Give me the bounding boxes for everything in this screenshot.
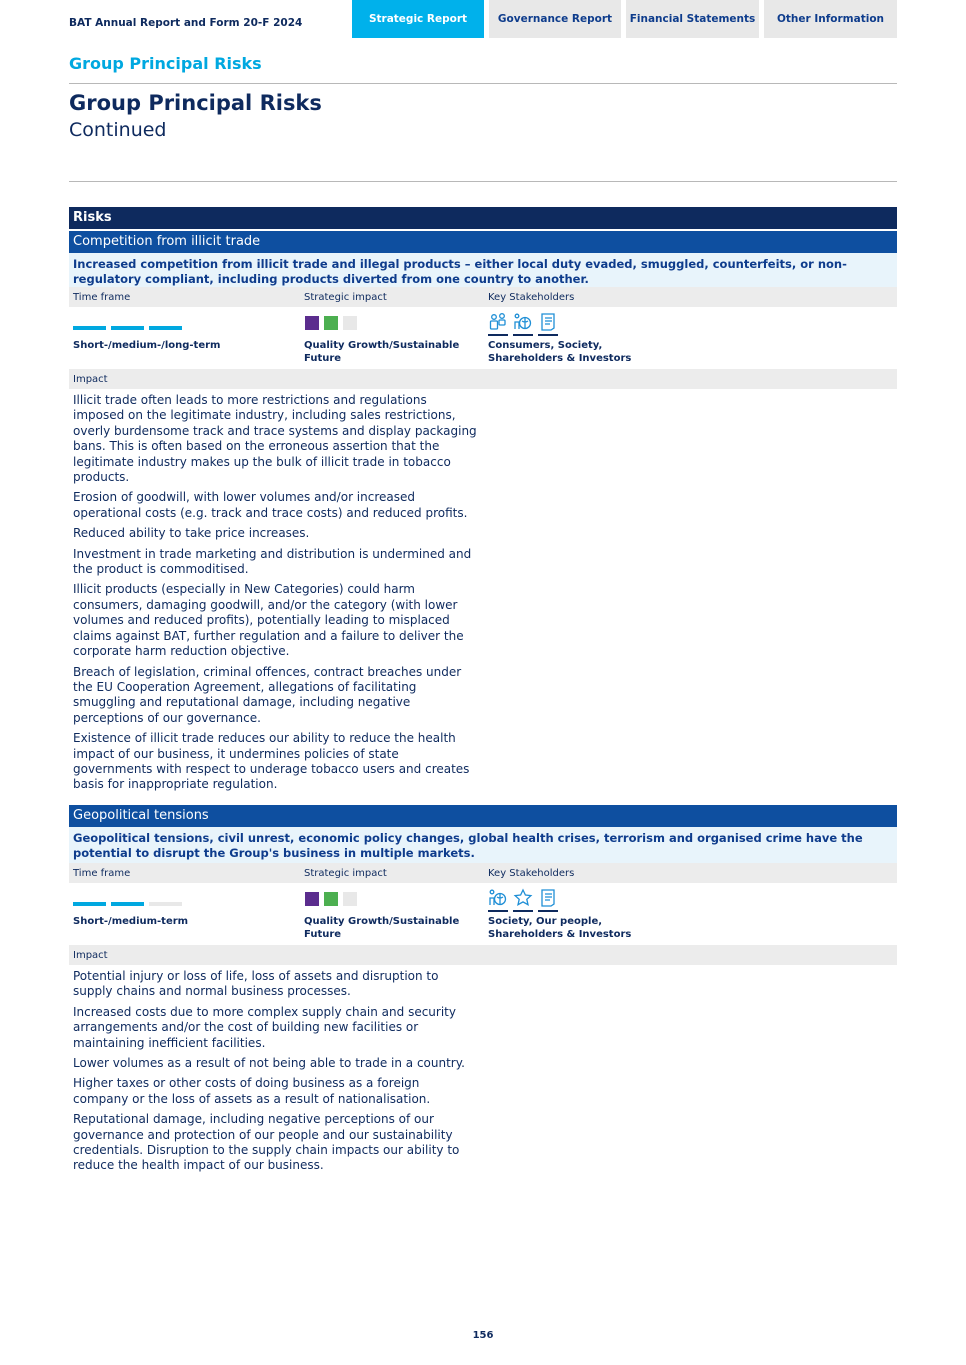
page-subtitle: Continued xyxy=(69,119,167,141)
shareholders-icon xyxy=(538,312,558,336)
impact-paragraph: Increased costs due to more complex supply chain and security arrangements and/or the cost of building new facilities or maintaining inefficient facilities. xyxy=(73,1004,456,1050)
time-frame-bar xyxy=(149,902,182,906)
risk-meta-labels xyxy=(69,863,897,883)
impact-list xyxy=(69,965,481,1174)
time-frame-label: Time frame xyxy=(73,868,131,879)
time-frame-value: Short-/medium-/long-term xyxy=(73,340,221,351)
impact-paragraph: Lower volumes as a result of not being able to trade in a country. xyxy=(73,1056,465,1071)
time-frame-bar xyxy=(111,902,144,906)
society-icon xyxy=(513,312,533,336)
risk-meta-labels xyxy=(69,287,897,307)
stakeholders-line: Shareholders & Investors xyxy=(488,929,632,940)
risk-block-geopolitical-tensions xyxy=(69,805,897,1179)
our-people-icon xyxy=(513,888,533,912)
time-frame-bar xyxy=(111,326,144,330)
risk-title: Geopolitical tensions xyxy=(69,805,897,827)
time-frame-value: Short-/medium-term xyxy=(73,916,189,927)
strategic-square xyxy=(305,316,319,330)
risk-meta xyxy=(69,883,897,945)
shareholders-icon xyxy=(538,888,558,912)
impact-list xyxy=(69,389,481,793)
impact-label: Impact xyxy=(73,374,108,385)
key-stakeholders-value xyxy=(488,915,631,941)
risk-description: Increased competition from illicit trade and illegal products – either local duty evaded, smuggled, counterfeits, or non-regulatory compliant, including products diverted from one country to another. xyxy=(69,253,897,287)
impact-paragraph: Potential injury or loss of life, loss of assets and disruption to supply chains and normal business processes. xyxy=(73,969,439,999)
impact-paragraph: Illicit trade often leads to more restrictions and regulations imposed on the legitimate industry, including sales restrictions, overly burdensome track and trace systems and display packaging bans. This is often based on the erroneous assertion that the legitimate industry makes up the bulk of illicit trade in tobacco products. xyxy=(73,393,477,485)
page-title: Group Principal Risks xyxy=(69,91,322,115)
strategic-square xyxy=(324,892,338,906)
impact-paragraph: Existence of illicit trade reduces our ability to reduce the health impact of our business, it undermines policies of state governments with respect to underage tobacco users and creates basis for inappropriate regulation. xyxy=(73,731,470,792)
strategic-impact-line: Future xyxy=(304,353,342,364)
impact-paragraph: Illicit products (especially in New Categories) could harm consumers, damaging goodwill, and/or the category (with lower volumes and reduced profits), potentially leading to misplaced claims against BAT, further regulation and a failure to deliver the corporate harm reduction objective. xyxy=(73,582,464,659)
strategic-impact-line: Quality Growth/Sustainable xyxy=(304,340,460,351)
strategic-impact-value xyxy=(304,915,459,941)
strategic-impact-line: Future xyxy=(304,929,342,940)
consumers-icon xyxy=(488,312,508,336)
risk-description: Geopolitical tensions, civil unrest, economic policy changes, global health crises, terrorism and organised crime have the potential to disrupt the Group's business in multiple markets. xyxy=(69,827,897,863)
risk-block-illicit-trade xyxy=(69,231,897,798)
stakeholders-line: Society, Our people, xyxy=(488,916,603,927)
time-frame-bar xyxy=(73,326,106,330)
impact-paragraph: Higher taxes or other costs of doing business as a foreign company or the loss of assets as a result of nationalisation. xyxy=(73,1076,431,1106)
impact-label-row xyxy=(69,369,897,389)
impact-paragraph: Reputational damage, including negative perceptions of our governance and protection of our people and our sustainability credentials. Disruption to the supply chain impacts our ability to reduce the health impact of our business. xyxy=(73,1112,460,1173)
stakeholders-line: Consumers, Society, xyxy=(488,340,603,351)
strategic-square xyxy=(343,892,357,906)
key-stakeholders-value xyxy=(488,339,631,365)
impact-paragraph: Breach of legislation, criminal offences, contract breaches under the EU Cooperation Agreement, allegations of facilitating smuggling and reputational damage, including negative perceptions of our governance. xyxy=(73,664,462,725)
tab-financial-statements[interactable]: Financial Statements xyxy=(626,0,759,38)
impact-paragraph: Erosion of goodwill, with lower volumes and/or increased operational costs (e.g. track and trace costs) and reduced profits. xyxy=(73,490,468,520)
risk-meta xyxy=(69,307,897,369)
tab-other-information[interactable]: Other Information xyxy=(764,0,897,38)
document-title: BAT Annual Report and Form 20-F 2024 xyxy=(69,17,303,29)
time-frame-label: Time frame xyxy=(73,292,131,303)
stakeholders-line: Shareholders & Investors xyxy=(488,353,632,364)
strategic-impact-line: Quality Growth/Sustainable xyxy=(304,916,460,927)
key-stakeholders-label: Key Stakeholders xyxy=(488,292,575,303)
risk-title: Competition from illicit trade xyxy=(69,231,897,253)
time-frame-bar xyxy=(149,326,182,330)
impact-label: Impact xyxy=(73,950,108,961)
strategic-impact-value xyxy=(304,339,459,365)
risks-table-header: Risks xyxy=(69,207,897,229)
impact-label-row xyxy=(69,945,897,965)
divider xyxy=(69,181,897,182)
time-frame-bar xyxy=(73,902,106,906)
strategic-square xyxy=(305,892,319,906)
key-stakeholders-label: Key Stakeholders xyxy=(488,868,575,879)
tab-strategic-report[interactable]: Strategic Report xyxy=(352,0,484,38)
strategic-square xyxy=(343,316,357,330)
page-number: 156 xyxy=(472,1330,494,1341)
strategic-impact-label: Strategic impact xyxy=(304,868,387,879)
strategic-impact-label: Strategic impact xyxy=(304,292,387,303)
society-icon xyxy=(488,888,508,912)
top-navigation xyxy=(0,0,966,38)
tab-governance-report[interactable]: Governance Report xyxy=(489,0,621,38)
impact-paragraph: Investment in trade marketing and distribution is undermined and the product is commoditised. xyxy=(73,546,472,577)
impact-paragraph: Reduced ability to take price increases. xyxy=(73,526,310,541)
strategic-square xyxy=(324,316,338,330)
divider xyxy=(69,83,897,84)
section-label: Group Principal Risks xyxy=(69,54,262,73)
